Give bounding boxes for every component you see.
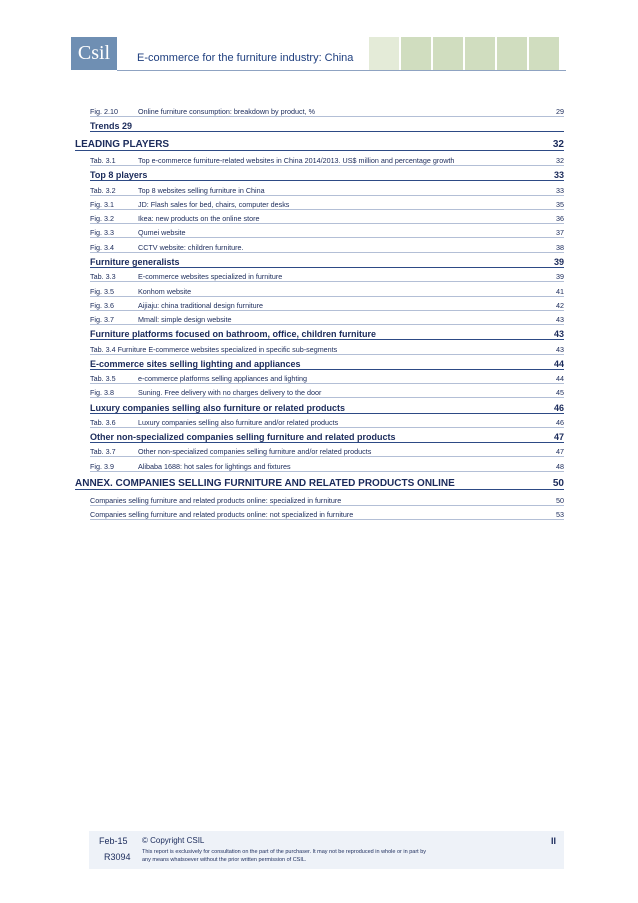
toc-title: Konhom website (138, 286, 192, 296)
toc-entry[interactable] (90, 414, 564, 428)
header-decoration (369, 37, 561, 70)
toc-entry-label: Fig. 3.4 (90, 242, 114, 252)
toc-subsection[interactable] (90, 253, 564, 268)
toc-page-number: 36 (556, 214, 564, 224)
toc-page-number: 41 (556, 286, 564, 296)
footer-copyright: © Copyright CSIL (142, 836, 205, 845)
toc-title: E-commerce sites selling lighting and appliances (90, 358, 301, 369)
toc-page-number: 47 (553, 432, 564, 443)
toc-page-number: 37 (556, 228, 564, 238)
toc-title: Luxury companies selling also furniture or related products (90, 402, 346, 413)
toc-entry-label: Tab. 3.1 (90, 156, 116, 165)
toc-entry-label: Fig. 3.7 (90, 315, 114, 325)
toc-title: Companies selling furniture and related products online: not specialized in furniture (90, 509, 354, 519)
toc-title: e-commerce platforms selling appliances and lighting (138, 374, 307, 384)
toc-entry-label: Fig. 3.8 (90, 388, 114, 398)
toc-entry-label: Tab. 3.2 (90, 185, 116, 195)
toc-entry-label: Fig. 3.5 (90, 286, 114, 296)
toc-page-number: 42 (556, 300, 564, 310)
toc-page-number: 46 (553, 402, 564, 413)
toc-entry[interactable] (90, 506, 564, 520)
toc-title: LEADING PLAYERS (75, 138, 170, 150)
toc-entry[interactable] (90, 239, 564, 253)
toc-entry[interactable] (90, 370, 564, 384)
toc-subsection[interactable] (90, 428, 564, 443)
toc-title: Other non-specialized companies selling furniture and related products (90, 432, 396, 443)
toc-title: Top 8 websites selling furniture in China (138, 185, 265, 195)
toc-section[interactable] (75, 474, 564, 490)
toc-title: Top e-commerce furniture-related websites in China 2014/2013. US$ million and percentage growth (138, 156, 455, 165)
toc-title: E-commerce websites specialized in furniture (138, 272, 283, 282)
toc-entry[interactable] (90, 210, 564, 224)
footer-date: Feb-15 (99, 836, 128, 846)
toc-entry-label: Fig. 3.9 (90, 461, 114, 471)
toc-entry[interactable] (90, 492, 564, 506)
toc-page-number: 48 (556, 461, 564, 471)
toc-page-number: 38 (556, 242, 564, 252)
toc-entry[interactable] (90, 297, 564, 311)
toc-title: Top 8 players (90, 170, 148, 181)
toc-title: CCTV website: children furniture. (138, 242, 244, 252)
toc-page-number: 45 (556, 388, 564, 398)
toc-title: Mmall: simple design website (138, 315, 232, 325)
page-footer (89, 831, 564, 869)
toc-page-number: 39 (553, 257, 564, 267)
toc-entry-label: Fig. 2.10 (90, 107, 118, 116)
toc-entry[interactable] (90, 311, 564, 325)
toc-title: Suning. Free delivery with no charges delivery to the door (138, 388, 322, 398)
toc-page-number: 43 (553, 329, 564, 340)
toc-title: Luxury companies selling also furniture and/or related products (138, 417, 339, 427)
toc-title: Other non-specialized companies selling furniture and/or related products (138, 447, 372, 457)
toc-section[interactable] (75, 135, 564, 151)
toc-entry-label: Tab. 3.3 (90, 272, 116, 282)
toc-entry[interactable] (90, 103, 564, 117)
toc-page-number: 53 (556, 509, 564, 519)
toc-entry-label: Tab. 3.6 (90, 417, 116, 427)
toc-entry[interactable] (90, 224, 564, 238)
toc-page-number: 44 (556, 374, 564, 384)
toc-page-number: 33 (556, 185, 564, 195)
toc-entry[interactable] (90, 152, 564, 166)
page-header (71, 37, 566, 70)
toc-entry[interactable] (90, 341, 564, 355)
toc-title: Furniture generalists (90, 257, 180, 267)
toc-entry-label: Fig. 3.1 (90, 199, 114, 209)
toc-title: Tab. 3.4 Furniture E-commerce websites specialized in specific sub-segments (90, 344, 338, 354)
footer-disclaimer: This report is exclusively for consultation on the part of the purchaser. It may not be reproduced in whole or in part by any means whatsoever without the prior written permission of CSIL. (142, 849, 427, 863)
toc-page-number: 39 (556, 272, 564, 282)
toc-page-number: 46 (556, 417, 564, 427)
document-title: E-commerce for the furniture industry: China (137, 52, 354, 64)
toc-page-number: 29 (556, 107, 564, 116)
toc-title: Companies selling furniture and related products online: specialized in furniture (90, 495, 342, 505)
toc-title: Alibaba 1688: hot sales for lightings and fixtures (138, 461, 291, 471)
toc-entry-label: Fig. 3.2 (90, 214, 114, 224)
toc-entry[interactable] (90, 196, 564, 210)
toc-page-number: 47 (556, 447, 564, 457)
toc-entry[interactable] (90, 443, 564, 457)
toc-subsection[interactable] (90, 325, 564, 340)
toc-entry[interactable] (90, 384, 564, 398)
toc-entry[interactable] (90, 182, 564, 196)
toc-entry-label: Fig. 3.6 (90, 300, 114, 310)
csil-logo: Csil (71, 37, 117, 70)
toc-subsection[interactable] (90, 166, 564, 181)
toc-title: Furniture platforms focused on bathroom, office, children furniture (90, 329, 377, 340)
toc-title: Qumei website (138, 228, 186, 238)
toc-entry-label: Tab. 3.5 (90, 374, 116, 384)
toc-title: Ikea: new products on the online store (138, 214, 260, 224)
toc-page-number: 32 (552, 138, 564, 150)
toc-page-number: 50 (552, 478, 564, 489)
toc-subsection[interactable] (90, 117, 564, 132)
toc-entry[interactable] (90, 283, 564, 297)
toc-entry-label: Fig. 3.3 (90, 228, 114, 238)
toc-page-number: 43 (556, 344, 564, 354)
header-divider (117, 70, 566, 71)
page-number: II (550, 836, 556, 846)
toc-subsection[interactable] (90, 399, 564, 414)
toc-title: Trends 29 (90, 121, 133, 132)
toc-entry[interactable] (90, 458, 564, 472)
toc-page-number: 33 (553, 170, 564, 181)
toc-title: Online furniture consumption: breakdown by product, % (138, 107, 315, 116)
footer-report-code: R3094 (104, 852, 131, 862)
toc-title: JD: Flash sales for bed, chairs, computer desks (138, 199, 290, 209)
toc-title: ANNEX. COMPANIES SELLING FURNITURE AND RELATED PRODUCTS ONLINE (75, 478, 455, 489)
toc-page-number: 35 (556, 199, 564, 209)
toc-page-number: 50 (556, 495, 564, 505)
toc-page-number: 44 (553, 358, 564, 369)
toc-page-number: 43 (556, 315, 564, 325)
toc-entry[interactable] (90, 268, 564, 282)
toc-subsection[interactable] (90, 355, 564, 370)
toc-title: Aijiaju: china traditional design furniture (138, 300, 264, 310)
toc-entry-label: Tab. 3.7 (90, 447, 116, 457)
toc-page-number: 32 (556, 156, 564, 165)
